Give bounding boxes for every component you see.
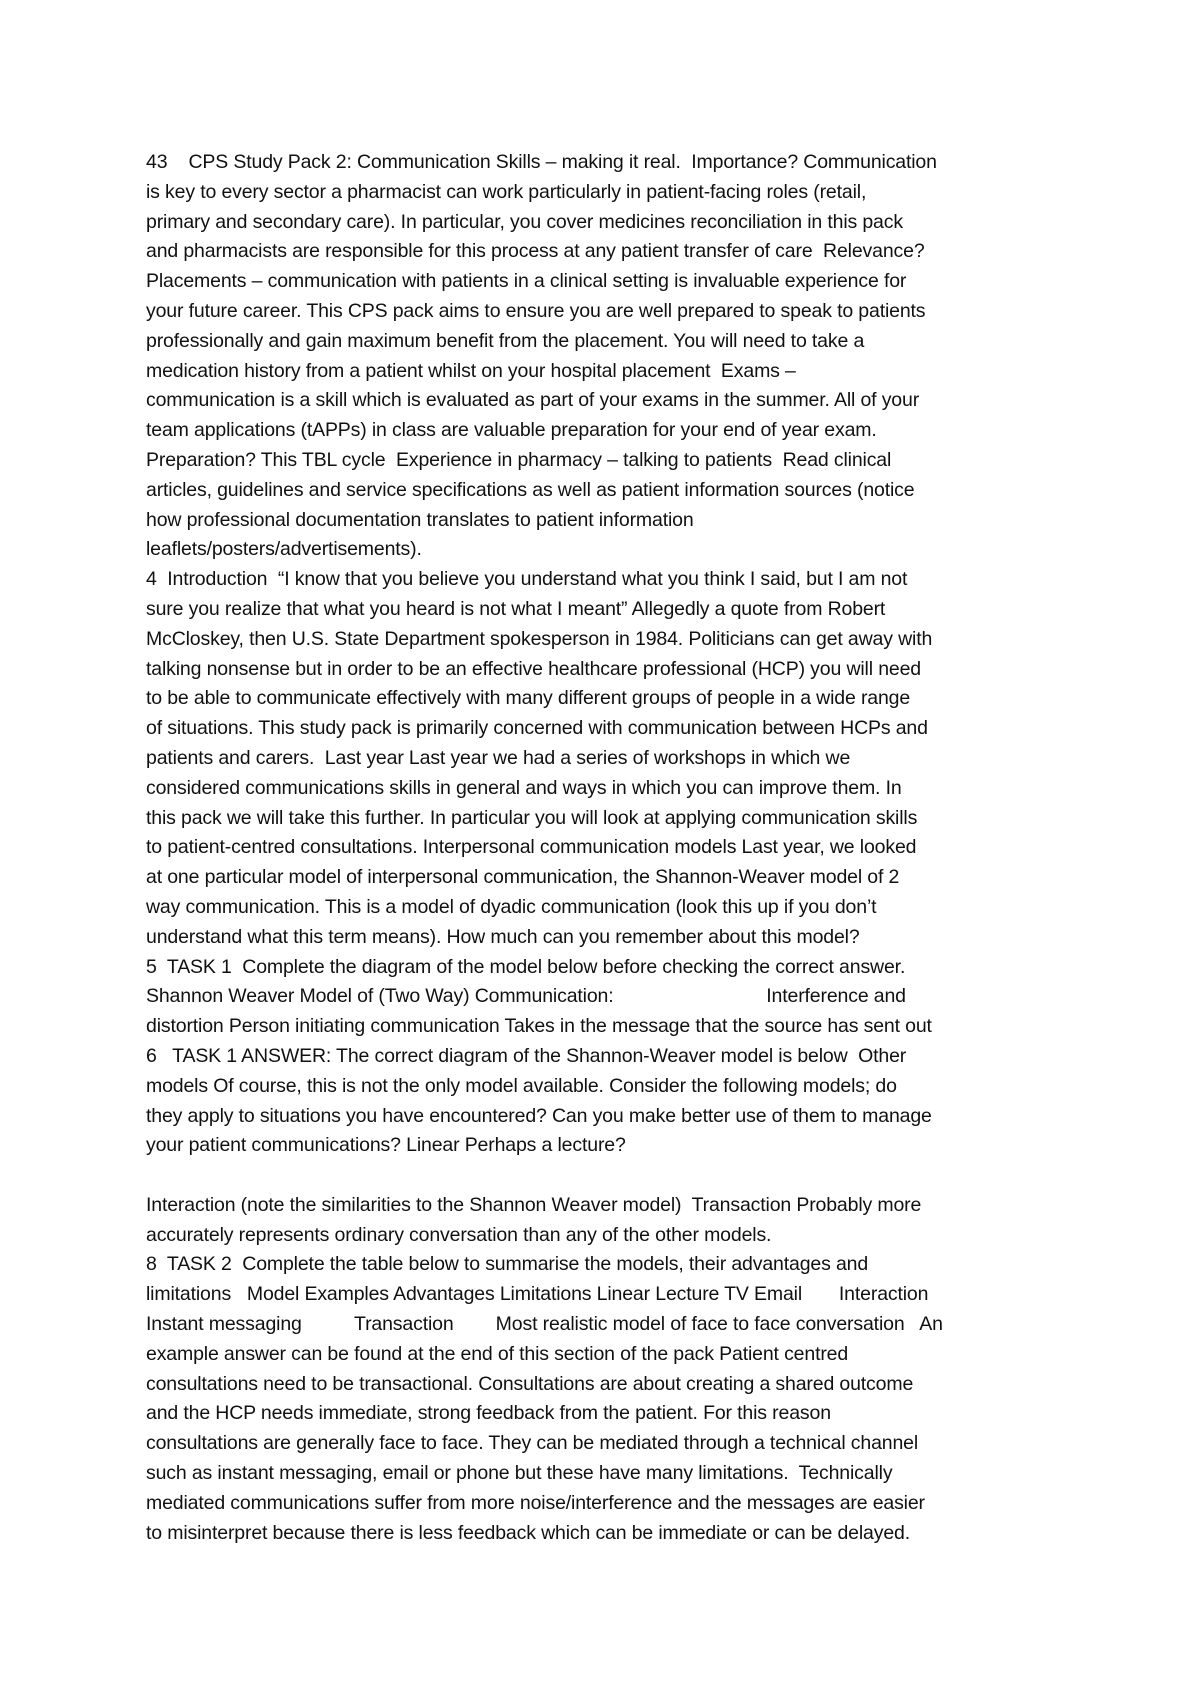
text-line: sure you realize that what you heard is not what I meant” Allegedly a quote from Robert	[146, 597, 886, 620]
text-line: mediated communications suffer from more noise/interference and the messages are easier	[146, 1491, 925, 1514]
text-line: how professional documentation translates to patient information	[146, 508, 694, 531]
blank-line	[146, 1161, 1080, 1191]
text-line: accurately represents ordinary conversation than any of the other models.	[146, 1223, 772, 1246]
text-line: your future career. This CPS pack aims to ensure you are well prepared to speak to patients	[146, 299, 926, 322]
text-line: communication is a skill which is evaluated as part of your exams in the summer. All of your	[146, 389, 920, 412]
text-line: Interaction (note the similarities to the Shannon Weaver model) Transaction Probably more	[146, 1193, 922, 1216]
text-line: Instant messaging Transaction Most realistic model of face to face conversation An	[146, 1313, 943, 1336]
text-line: to be able to communicate effectively with many different groups of people in a wide range	[146, 687, 911, 710]
document-body	[146, 148, 1080, 1548]
text-line: example answer can be found at the end of this section of the pack Patient centred	[146, 1342, 849, 1365]
text-line: medication history from a patient whilst on your hospital placement Exams –	[146, 359, 796, 382]
text-line: distortion Person initiating communication Takes in the message that the source has sent out	[146, 1015, 932, 1038]
text-line: such as instant messaging, email or phone but these have many limitations. Technically	[146, 1462, 893, 1485]
text-line: 6 TASK 1 ANSWER: The correct diagram of the Shannon-Weaver model is below Other	[146, 1044, 907, 1067]
text-line: Placements – communication with patients in a clinical setting is invaluable experience for	[146, 270, 907, 293]
text-line: talking nonsense but in order to be an effective healthcare professional (HCP) you will need	[146, 657, 921, 680]
text-line: Shannon Weaver Model of (Two Way) Communication: Interference and	[146, 985, 906, 1008]
text-line: this pack we will take this further. In particular you will look at applying communication skills	[146, 806, 918, 829]
text-line: 5 TASK 1 Complete the diagram of the model below before checking the correct answer.	[146, 955, 906, 978]
text-line: primary and secondary care). In particular, you cover medicines reconciliation in this pack	[146, 210, 903, 233]
text-line: Preparation? This TBL cycle Experience in pharmacy – talking to patients Read clinical	[146, 448, 892, 471]
text-line: to misinterpret because there is less feedback which can be immediate or can be delayed.	[146, 1521, 910, 1544]
text-line: 8 TASK 2 Complete the table below to summarise the models, their advantages and	[146, 1253, 869, 1276]
text-line: limitations Model Examples Advantages Limitations Linear Lecture TV Email Interaction	[146, 1283, 929, 1306]
text-line: and pharmacists are responsible for this process at any patient transfer of care Relevance?	[146, 240, 925, 263]
text-line: 4 Introduction “I know that you believe you understand what you think I said, but I am not	[146, 568, 908, 591]
text-line: at one particular model of interpersonal communication, the Shannon-Weaver model of 2	[146, 866, 900, 889]
text-line: consultations need to be transactional. Consultations are about creating a shared outcome	[146, 1372, 914, 1395]
text-line: McCloskey, then U.S. State Department spokesperson in 1984. Politicians can get away with	[146, 627, 933, 650]
text-line: understand what this term means). How much can you remember about this model?	[146, 925, 860, 948]
text-line: 43 CPS Study Pack 2: Communication Skills – making it real. Importance? Communication	[146, 151, 937, 173]
text-line: consultations are generally face to face. They can be mediated through a technical channel	[146, 1432, 919, 1455]
text-line: patients and carers. Last year Last year we had a series of workshops in which we	[146, 746, 851, 769]
text-line: leaflets/posters/advertisements).	[146, 538, 422, 561]
text-line: to patient-centred consultations. Interpersonal communication models Last year, we looked	[146, 836, 917, 859]
text-line: your patient communications? Linear Perhaps a lecture?	[146, 1134, 626, 1157]
text-line: and the HCP needs immediate, strong feedback from the patient. For this reason	[146, 1402, 831, 1425]
text-line: professionally and gain maximum benefit from the placement. You will need to take a	[146, 329, 865, 352]
text-line: they apply to situations you have encountered? Can you make better use of them to manage	[146, 1104, 932, 1127]
text-line: is key to every sector a pharmacist can work particularly in patient-facing roles (retail,	[146, 180, 867, 203]
text-line: of situations. This study pack is primarily concerned with communication between HCPs and	[146, 717, 928, 740]
text-line: considered communications skills in general and ways in which you can improve them. In	[146, 776, 902, 799]
text-line: models Of course, this is not the only model available. Consider the following models; do	[146, 1074, 897, 1097]
text-line: articles, guidelines and service specifications as well as patient information sources (notice	[146, 478, 915, 501]
text-line: way communication. This is a model of dyadic communication (look this up if you don’t	[146, 895, 877, 918]
text-line: team applications (tAPPs) in class are valuable preparation for your end of year exam.	[146, 419, 877, 442]
